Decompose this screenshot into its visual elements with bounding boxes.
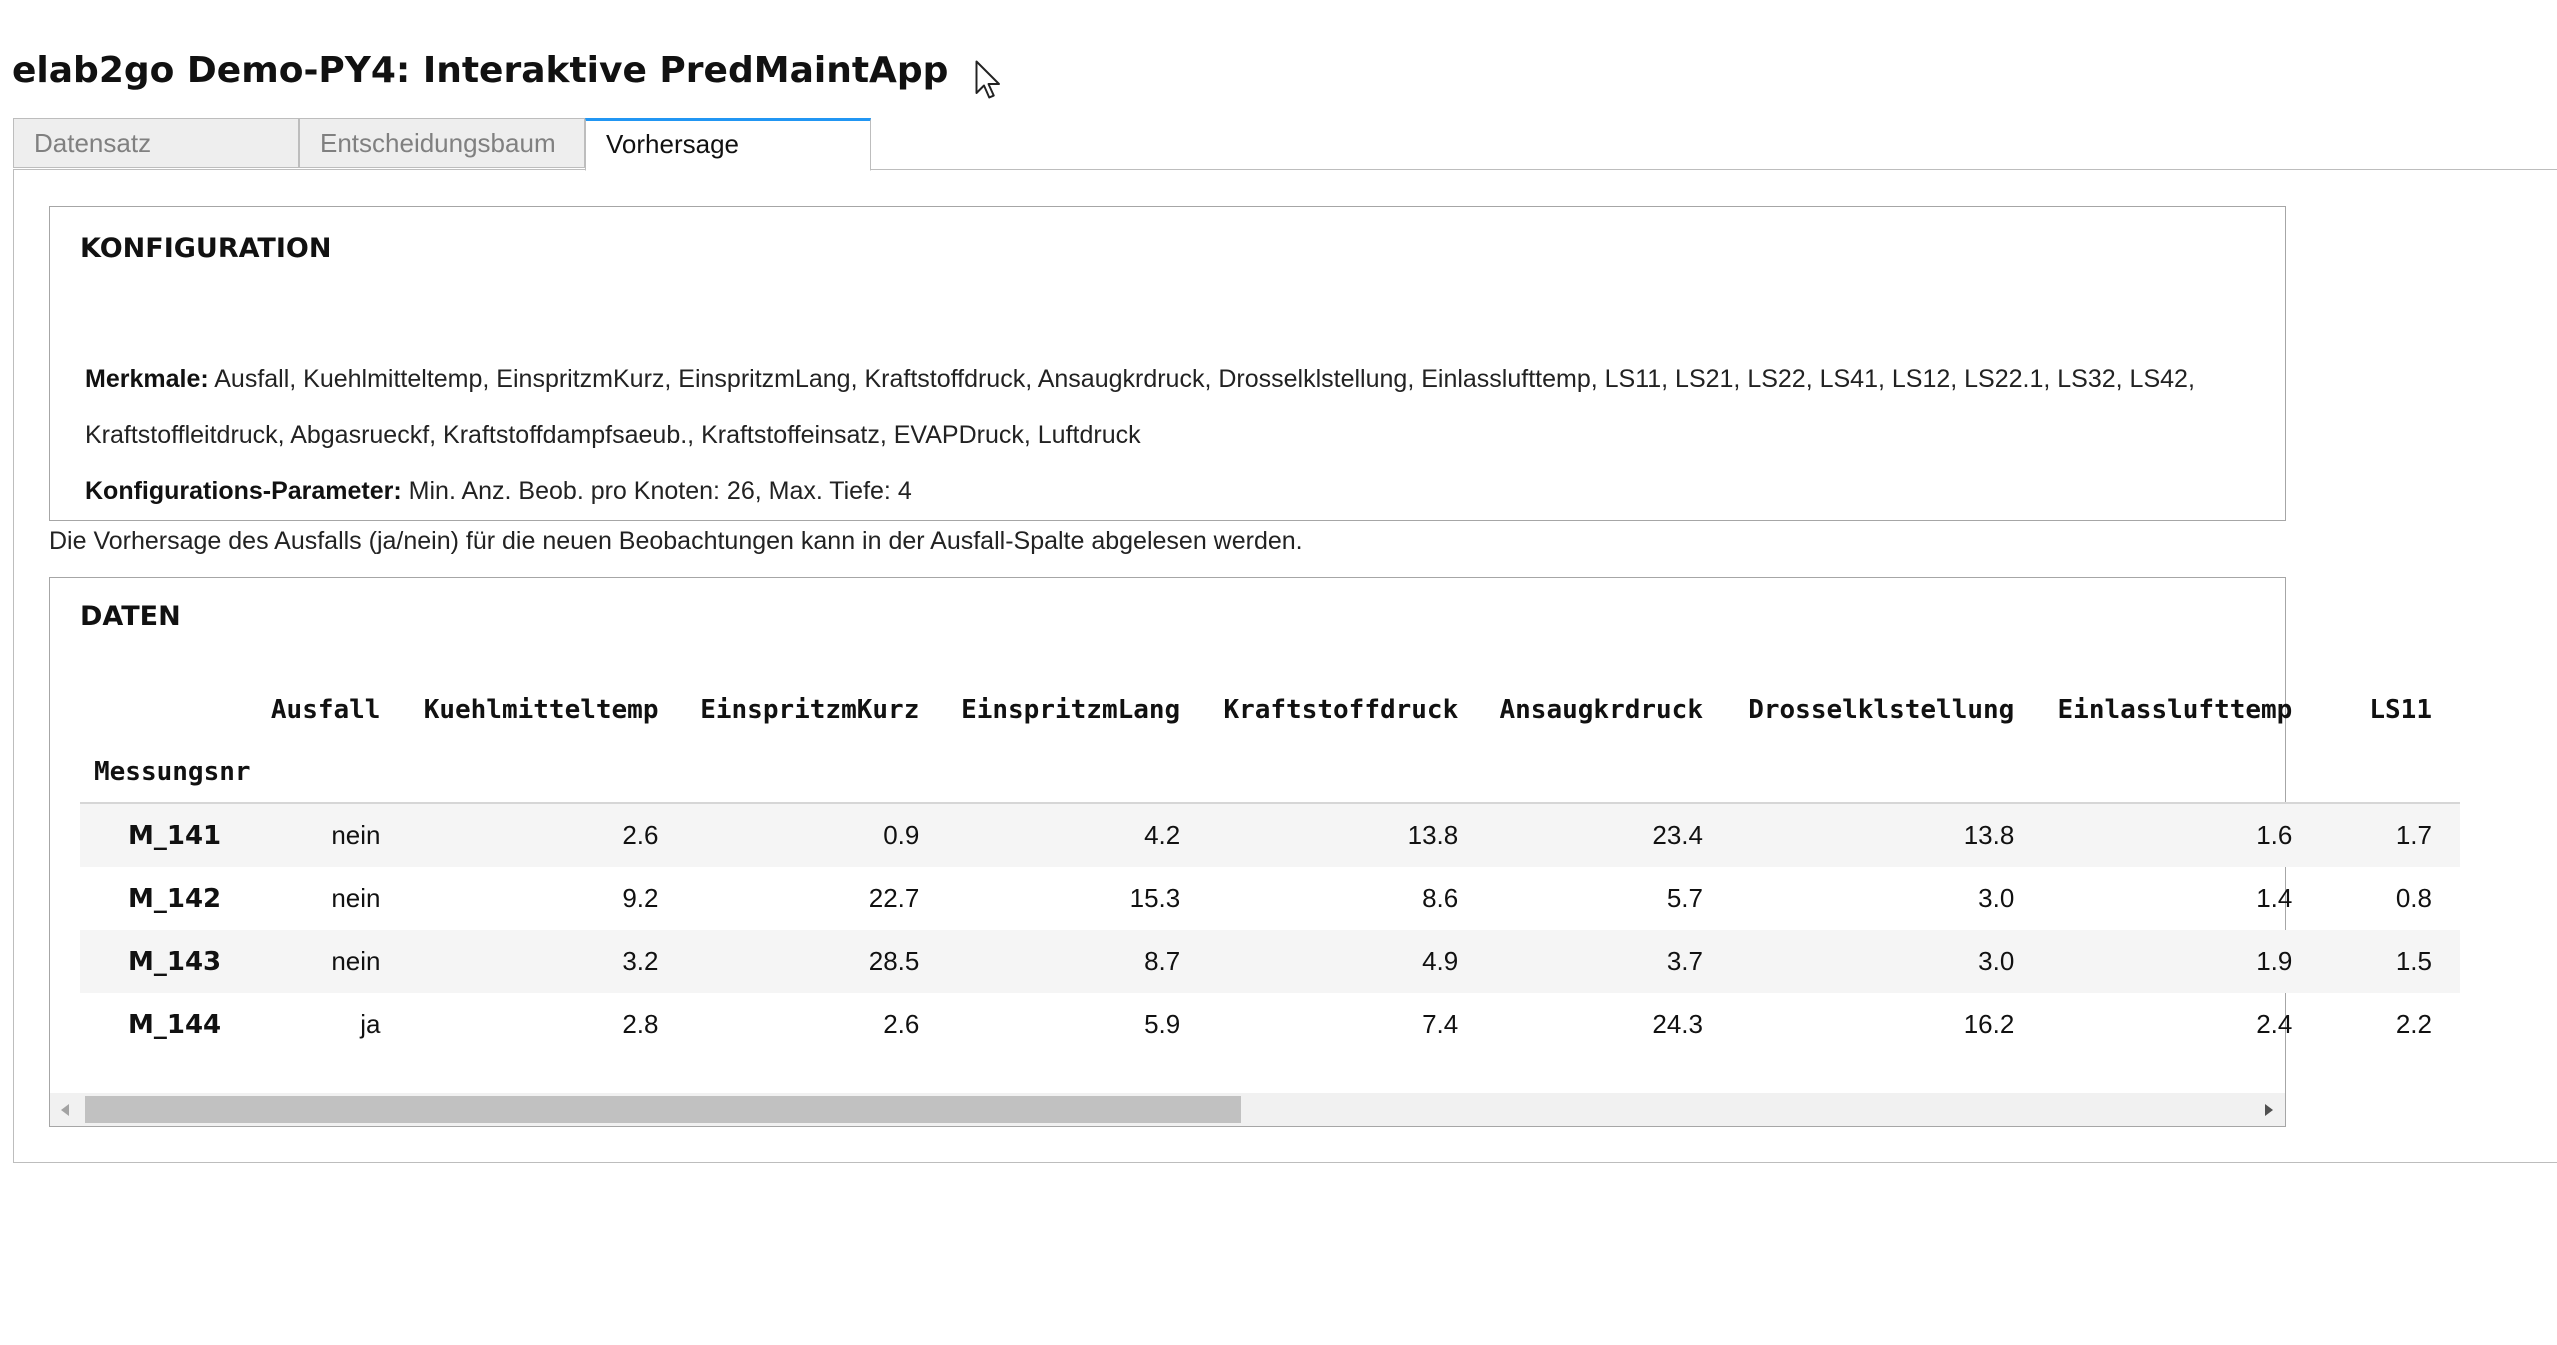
table-cell: 4.2	[947, 803, 1208, 867]
table-cell: 2.6	[408, 803, 686, 867]
features-line-continued: Kraftstoffleitdruck, Abgasrueckf, Kraftstoffdampfsaeub., Kraftstoffeinsatz, EVAPDruck, Luftdruck	[85, 421, 1141, 449]
tab-datensatz[interactable]: Datensatz	[13, 118, 299, 168]
table-cell: ja	[360, 1009, 381, 1039]
table-cell: 8.6	[1422, 883, 1459, 913]
table-cell: 1.5	[2320, 930, 2460, 993]
column-header: EinspritzmKurz	[700, 695, 920, 725]
row-id: M_143	[80, 930, 262, 993]
table-cell: 5.7	[1666, 883, 1703, 913]
table-cell: 28.5	[687, 930, 948, 993]
table-cell: 1.9	[2042, 930, 2320, 993]
table-cell: 2.4	[2256, 1009, 2293, 1039]
column-header: Ansaugkrdruck	[1499, 695, 1703, 725]
table-cell: 3.2	[408, 930, 686, 993]
table-cell: 8.7	[947, 930, 1208, 993]
table-cell: 2.8	[622, 1009, 659, 1039]
table-cell: 0.8	[2395, 883, 2432, 913]
tab-entscheidungsbaum[interactable]: Entscheidungsbaum	[299, 118, 585, 168]
features-line	[85, 365, 2195, 394]
table-cell: 23.4	[1486, 803, 1731, 867]
tab-vorhersage[interactable]: Vorhersage	[585, 118, 871, 171]
table-cell: 4.9	[1208, 930, 1486, 993]
table-cell: 5.9	[1144, 1009, 1181, 1039]
table-cell: 13.8	[1208, 803, 1486, 867]
table-cell: 16.2	[1963, 1009, 2015, 1039]
features-list: Ausfall, Kuehlmitteltemp, EinspritzmKurz, EinspritzmLang, Kraftstoffdruck, Ansaugkrdruck, Drosselklstellung, Einlasslufttemp, LS11, LS21, LS22, LS41, LS12, LS22.1, LS32, LS42,	[208, 365, 2195, 393]
table-cell: nein	[331, 883, 381, 913]
features-label: Merkmale:	[85, 365, 209, 393]
table-row	[80, 930, 2460, 993]
column-header: Drosselklstellung	[1748, 695, 2015, 725]
data-box	[49, 577, 2432, 1127]
index-name-row	[80, 742, 2460, 803]
column-header: Ausfall	[270, 695, 381, 725]
row-id: M_141	[80, 803, 262, 867]
table-cell: 13.8	[1731, 803, 2042, 867]
config-title: KONFIGURATION	[80, 233, 332, 264]
table-cell: 7.4	[1422, 1009, 1459, 1039]
column-header: EinspritzmLang	[961, 695, 1181, 725]
table-cell: 2.2	[2395, 1009, 2432, 1039]
table-cell: 22.7	[868, 883, 920, 913]
config-box	[49, 206, 2286, 521]
index-name: Messungsnr	[80, 742, 262, 803]
table-cell: 24.3	[1652, 1009, 1703, 1039]
params-label: Konfigurations-Parameter:	[85, 477, 402, 505]
table-cell: 15.3	[1129, 883, 1181, 913]
page-title: elab2go Demo-PY4: Interaktive PredMaintApp	[12, 50, 949, 91]
arrow-right-icon[interactable]	[2252, 1093, 2285, 1126]
row-id: M_144	[128, 1009, 222, 1040]
params-value: Min. Anz. Beob. pro Knoten: 26, Max. Tiefe: 4	[401, 477, 912, 505]
column-header: Kuehlmitteltemp	[423, 695, 659, 725]
table-cell: 9.2	[622, 883, 659, 913]
table-cell: 2.6	[883, 1009, 920, 1039]
row-id: M_142	[128, 883, 222, 914]
scrollbar-thumb[interactable]	[85, 1096, 1241, 1123]
table-header-row	[80, 678, 2460, 742]
table-row	[80, 993, 2460, 1056]
params-line	[85, 477, 912, 506]
table-scroll-area[interactable]	[80, 678, 2432, 1063]
table-cell: nein	[262, 803, 408, 867]
column-header: LS11	[2369, 695, 2432, 725]
table-cell: 1.6	[2042, 803, 2320, 867]
prediction-note: Die Vorhersage des Ausfalls (ja/nein) für die neuen Beobachtungen kann in der Ausfall-Spalte abgelesen werden.	[49, 527, 1303, 555]
table-cell: 3.0	[1978, 883, 2015, 913]
table-row	[80, 803, 2460, 867]
table-cell: 1.7	[2320, 803, 2460, 867]
column-header: Kraftstoffdruck	[1223, 695, 1459, 725]
table-cell: 1.4	[2256, 883, 2293, 913]
tab-content-panel	[13, 169, 2557, 1163]
table-cell: 3.7	[1486, 930, 1731, 993]
data-title: DATEN	[80, 601, 181, 632]
horizontal-scrollbar[interactable]	[50, 1093, 2285, 1126]
column-header-index	[80, 678, 262, 742]
table-cell: nein	[262, 930, 408, 993]
table-row	[80, 867, 2460, 930]
mouse-pointer-icon	[975, 60, 1005, 102]
column-header: Einlasslufttemp	[2057, 695, 2293, 725]
table-cell: 3.0	[1731, 930, 2042, 993]
data-table	[80, 678, 2460, 1056]
table-cell: 0.9	[687, 803, 948, 867]
arrow-left-icon[interactable]	[50, 1093, 83, 1126]
